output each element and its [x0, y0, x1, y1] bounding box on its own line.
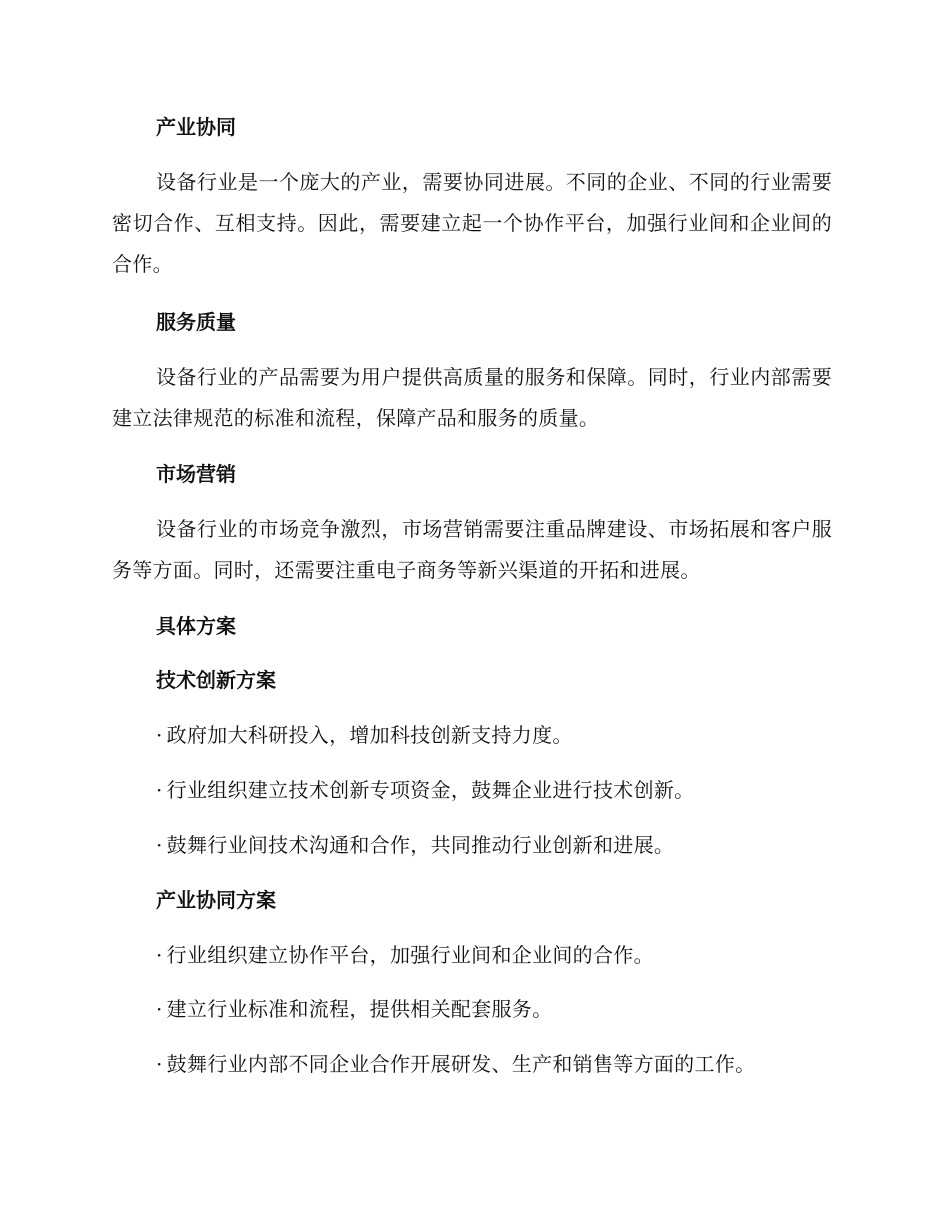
- plan-heading-industry-synergy: 产业协同方案: [156, 888, 276, 912]
- list-item-text: 政府加大科研投入，增加科技创新支持力度。: [166, 723, 573, 747]
- section-heading-marketing: 市场营销: [156, 462, 236, 486]
- bullet-icon: ·: [156, 833, 163, 857]
- list-item: [156, 1052, 755, 1076]
- list-item-text: 鼓舞行业间技术沟通和合作，共同推动行业创新和进展。: [166, 833, 675, 857]
- list-item: [156, 778, 694, 802]
- section-heading-service-quality: 服务质量: [156, 310, 236, 334]
- section-paragraph-marketing: 设备行业的市场竞争激烈，市场营销需要注重品牌建设、市场拓展和客户服务等方面。同时，还需要注重电子商务等新兴渠道的开拓和进展。: [112, 517, 832, 582]
- list-item: [156, 723, 573, 747]
- list-item: [156, 833, 674, 857]
- bullet-icon: ·: [156, 997, 163, 1021]
- bullet-icon: ·: [156, 943, 163, 967]
- section-paragraph-industry-synergy: 设备行业是一个庞大的产业，需要协同进展。不同的企业、不同的行业需要密切合作、互相支持。因此，需要建立起一个协作平台，加强行业间和企业间的合作。: [112, 170, 832, 276]
- plan-heading-tech-innovation: 技术创新方案: [156, 668, 276, 692]
- list-item: [156, 997, 552, 1021]
- section-paragraph-service-quality: 设备行业的产品需要为用户提供高质量的服务和保障。同时，行业内部需要建立法律规范的标准和流程，保障产品和服务的质量。: [112, 365, 832, 430]
- bullet-icon: ·: [156, 778, 163, 802]
- section-heading-industry-synergy: 产业协同: [156, 115, 236, 139]
- list-item-text: 建立行业标准和流程，提供相关配套服务。: [166, 997, 553, 1021]
- plan-heading: 具体方案: [156, 614, 236, 638]
- list-item-text: 行业组织建立技术创新专项资金，鼓舞企业进行技术创新。: [166, 778, 695, 802]
- list-item: [156, 943, 654, 967]
- bullet-icon: ·: [156, 723, 163, 747]
- list-item-text: 鼓舞行业内部不同企业合作开展研发、生产和销售等方面的工作。: [166, 1052, 756, 1076]
- bullet-icon: ·: [156, 1052, 163, 1076]
- list-item-text: 行业组织建立协作平台，加强行业间和企业间的合作。: [166, 943, 654, 967]
